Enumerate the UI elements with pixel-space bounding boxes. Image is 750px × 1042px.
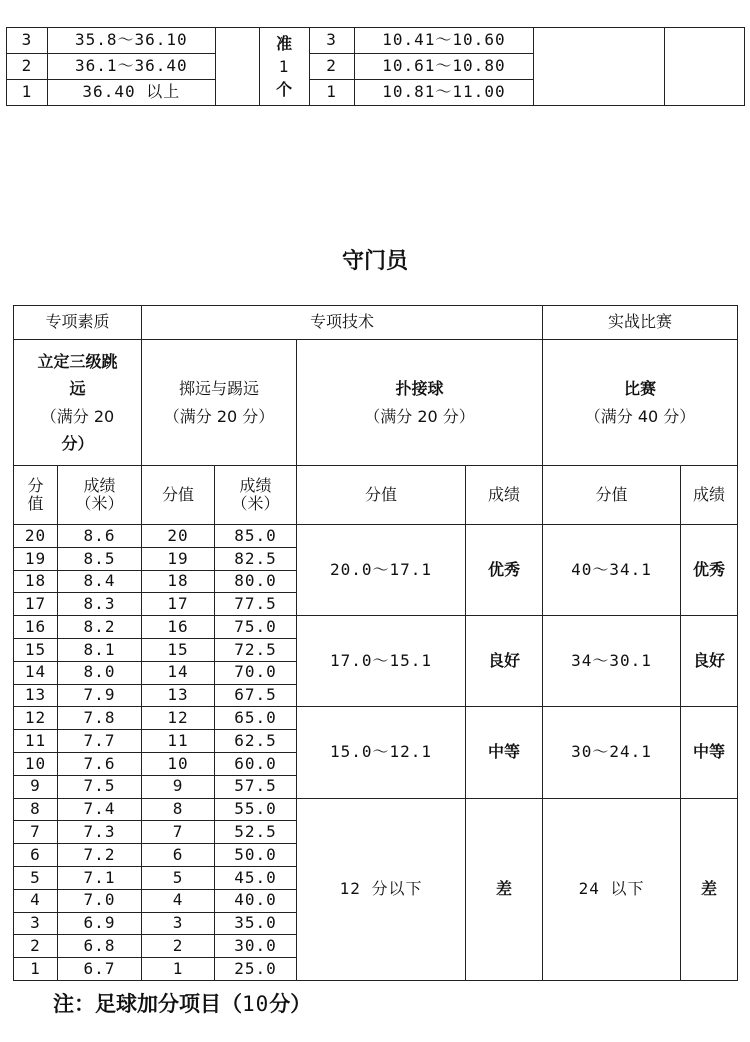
score-value: 18	[14, 570, 58, 593]
game-grade: 优秀	[681, 525, 738, 616]
result-value: 80.0	[215, 570, 297, 593]
col-header-char: 分	[27, 475, 44, 495]
score-value: 20	[14, 525, 58, 548]
score-value: 3	[14, 912, 58, 935]
score-cell: 1	[309, 80, 354, 106]
result-value: 8.5	[58, 547, 142, 570]
footnote-label: 注：足球加分项目（	[53, 992, 242, 1016]
col-header-result	[58, 466, 142, 525]
col-header-catch-score: 分值	[297, 466, 466, 525]
sub-header-line: （满分 20 分）	[364, 406, 475, 426]
col-header-result	[215, 466, 297, 525]
score-value: 12	[14, 707, 58, 730]
table-row	[14, 707, 738, 730]
score-value: 6	[142, 844, 215, 867]
score-cell: 3	[7, 28, 48, 54]
sub-header-standing-jump	[14, 340, 142, 466]
score-value: 8	[142, 798, 215, 821]
sub-header-line: （满分 20 分）	[163, 406, 275, 426]
result-value: 50.0	[215, 844, 297, 867]
table-row	[14, 798, 738, 821]
score-cell: 2	[7, 54, 48, 80]
score-cell: 3	[309, 28, 354, 54]
result-value: 7.5	[58, 775, 142, 798]
score-value: 10	[142, 752, 215, 775]
game-grade: 差	[681, 798, 738, 980]
score-value: 7	[14, 821, 58, 844]
range-cell: 10.81～11.00	[354, 80, 534, 106]
goalkeeper-score-table	[13, 305, 738, 981]
score-value: 8	[14, 798, 58, 821]
score-value: 4	[14, 889, 58, 912]
result-value: 65.0	[215, 707, 297, 730]
result-value: 77.5	[215, 593, 297, 616]
score-value: 17	[142, 593, 215, 616]
result-value: 35.0	[215, 912, 297, 935]
sub-header-line: 立定三级跳	[37, 352, 118, 372]
range-cell: 36.40 以上	[47, 80, 215, 106]
game-grade: 中等	[681, 707, 738, 798]
catch-range: 20.0～17.1	[297, 525, 466, 616]
result-value: 72.5	[215, 638, 297, 661]
result-value: 6.9	[58, 912, 142, 935]
result-value: 7.3	[58, 821, 142, 844]
table-row	[14, 616, 738, 639]
score-value: 20	[142, 525, 215, 548]
result-value: 7.0	[58, 889, 142, 912]
result-value: 75.0	[215, 616, 297, 639]
col-header-line: 成绩	[239, 475, 272, 495]
result-value: 8.0	[58, 661, 142, 684]
vertical-label-char: 个	[276, 80, 293, 100]
result-value: 82.5	[215, 547, 297, 570]
result-value: 62.5	[215, 730, 297, 753]
sub-header-line: 掷远与踢远	[179, 379, 260, 399]
score-value: 18	[142, 570, 215, 593]
score-value: 4	[142, 889, 215, 912]
result-value: 40.0	[215, 889, 297, 912]
game-range: 24 以下	[543, 798, 681, 980]
result-value: 7.8	[58, 707, 142, 730]
catch-range: 12 分以下	[297, 798, 466, 980]
footnote	[53, 988, 311, 1018]
game-range: 40～34.1	[543, 525, 681, 616]
footnote-unit: 分）	[269, 992, 312, 1016]
score-value: 1	[14, 958, 58, 981]
score-value: 14	[14, 661, 58, 684]
score-value: 2	[14, 935, 58, 958]
score-value: 10	[14, 752, 58, 775]
result-value: 8.3	[58, 593, 142, 616]
col-header-catch-result: 成绩	[466, 466, 543, 525]
group-header-special-skill: 专项技术	[142, 306, 543, 340]
range-cell: 10.61～10.80	[354, 54, 534, 80]
result-value: 25.0	[215, 958, 297, 981]
result-value: 7.2	[58, 844, 142, 867]
vertical-label-char: 1	[278, 56, 290, 76]
result-value: 7.9	[58, 684, 142, 707]
col-header-game-score: 分值	[543, 466, 681, 525]
column-header-row	[14, 466, 738, 525]
group-header-match: 实战比赛	[543, 306, 738, 340]
result-value: 7.6	[58, 752, 142, 775]
result-value: 57.5	[215, 775, 297, 798]
col-header-score: 分值	[142, 466, 215, 525]
sub-header-line: 分）	[61, 433, 94, 453]
result-value: 70.0	[215, 661, 297, 684]
catch-grade: 差	[466, 798, 543, 980]
score-value: 17	[14, 593, 58, 616]
col-header-char: 值	[27, 494, 44, 513]
score-value: 13	[142, 684, 215, 707]
score-value: 9	[142, 775, 215, 798]
score-value: 15	[142, 638, 215, 661]
score-value: 5	[142, 866, 215, 889]
top-score-table	[6, 27, 745, 106]
vertical-label-char: 准	[276, 33, 293, 53]
result-value: 6.7	[58, 958, 142, 981]
sub-header-line: （满分 40 分）	[584, 406, 696, 426]
result-value: 67.5	[215, 684, 297, 707]
score-value: 13	[14, 684, 58, 707]
catch-range: 17.0～15.1	[297, 616, 466, 707]
game-range: 34～30.1	[543, 616, 681, 707]
sub-header-game	[543, 340, 738, 466]
result-value: 8.2	[58, 616, 142, 639]
range-cell: 36.1～36.40	[47, 54, 215, 80]
score-value: 15	[14, 638, 58, 661]
sub-header-line: 扑接球	[395, 379, 444, 399]
result-value: 30.0	[215, 935, 297, 958]
result-value: 60.0	[215, 752, 297, 775]
score-value: 5	[14, 866, 58, 889]
result-value: 45.0	[215, 866, 297, 889]
result-value: 8.4	[58, 570, 142, 593]
catch-grade: 优秀	[466, 525, 543, 616]
empty-cell	[215, 28, 259, 106]
score-value: 12	[142, 707, 215, 730]
result-value: 7.7	[58, 730, 142, 753]
score-value: 16	[142, 616, 215, 639]
sub-header-line: 比赛	[624, 379, 657, 399]
col-header-line: （米）	[75, 494, 124, 513]
col-header-line: 成绩	[83, 475, 116, 495]
score-cell: 2	[309, 54, 354, 80]
game-range: 30～24.1	[543, 707, 681, 798]
score-value: 3	[142, 912, 215, 935]
range-cell: 35.8～36.10	[47, 28, 215, 54]
score-value: 11	[142, 730, 215, 753]
result-value: 7.1	[58, 866, 142, 889]
score-value: 6	[14, 844, 58, 867]
table-row	[14, 525, 738, 548]
sub-header-line: 远	[69, 379, 86, 399]
section-title: 守门员	[341, 249, 408, 274]
range-cell: 10.41～10.60	[354, 28, 534, 54]
result-value: 8.6	[58, 525, 142, 548]
score-cell: 1	[7, 80, 48, 106]
result-value: 6.8	[58, 935, 142, 958]
score-value: 19	[14, 547, 58, 570]
score-value: 2	[142, 935, 215, 958]
catch-range: 15.0～12.1	[297, 707, 466, 798]
sub-header-throw-kick	[142, 340, 297, 466]
col-header-game-result: 成绩	[681, 466, 738, 525]
score-value: 11	[14, 730, 58, 753]
score-value: 14	[142, 661, 215, 684]
col-header-score	[14, 466, 58, 525]
empty-cell	[665, 28, 745, 106]
group-header-special-quality: 专项素质	[14, 306, 142, 340]
result-value: 8.1	[58, 638, 142, 661]
col-header-line: （米）	[231, 494, 280, 513]
result-value: 52.5	[215, 821, 297, 844]
result-value: 7.4	[58, 798, 142, 821]
vertical-label	[259, 28, 309, 106]
sub-header-line: （满分 20	[40, 406, 115, 426]
score-value: 9	[14, 775, 58, 798]
top-row	[7, 28, 745, 54]
game-grade: 良好	[681, 616, 738, 707]
score-value: 19	[142, 547, 215, 570]
sub-header-catch	[297, 340, 543, 466]
result-value: 85.0	[215, 525, 297, 548]
result-value: 55.0	[215, 798, 297, 821]
footnote-points: 10	[242, 992, 270, 1016]
score-value: 1	[142, 958, 215, 981]
catch-grade: 中等	[466, 707, 543, 798]
empty-cell	[534, 28, 665, 106]
catch-grade: 良好	[466, 616, 543, 707]
score-value: 16	[14, 616, 58, 639]
group-header-row	[14, 306, 738, 340]
sub-header-row	[14, 340, 738, 466]
score-value: 7	[142, 821, 215, 844]
